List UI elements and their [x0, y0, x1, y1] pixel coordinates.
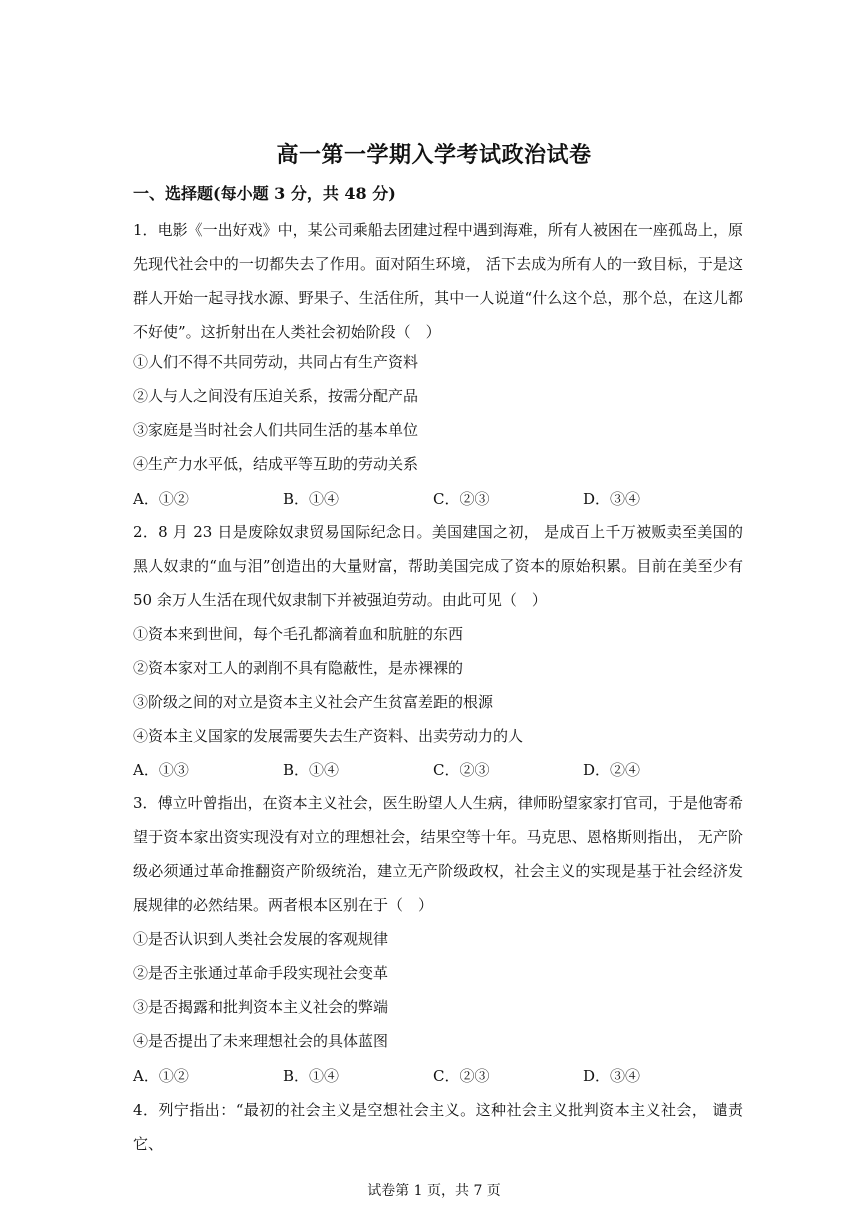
question-2-option-3: ③阶级之间的对立是资本主义社会产生贫富差距的根源 — [133, 693, 494, 711]
question-2-option-4: ④资本主义国家的发展需要失去生产资料、出卖劳动力的人 — [133, 727, 524, 745]
page-title: 高一第一学期入学考试政治试卷 — [276, 142, 592, 168]
question-1-option-3: ③家庭是当时社会人们共同生活的基本单位 — [133, 421, 419, 439]
choice-c: C．②③ — [433, 761, 490, 779]
choice-d: D．③④ — [583, 1067, 641, 1085]
choice-b: B．①④ — [283, 1067, 340, 1085]
question-1-stem: 1．电影《一出好戏》中，某公司乘船去团建过程中遇到海难，所有人被困在一座孤岛上，原先现代社会中的一切都失去了作用。面对陌生环境， 活下去成为所有人的一致目标，于是这群人开始一起寻找水源、野果子、生活住所，其中一人说道“什么这个总，那个总，在这儿都不好使”。这折射出在人类社会初始阶段（ ） — [133, 221, 743, 341]
choice-c: C．②③ — [433, 490, 490, 508]
choice-b: B．①④ — [283, 761, 340, 779]
question-3-option-4: ④是否提出了未来理想社会的具体蓝图 — [133, 1032, 389, 1050]
question-2-option-2: ②资本家对工人的剥削不具有隐蔽性，是赤裸裸的 — [133, 659, 464, 677]
choice-c: C．②③ — [433, 1067, 490, 1085]
question-1-option-2: ②人与人之间没有压迫关系，按需分配产品 — [133, 387, 419, 405]
question-3-option-1: ①是否认识到人类社会发展的客观规律 — [133, 930, 389, 948]
choice-b: B．①④ — [283, 490, 340, 508]
question-1-option-1: ①人们不得不共同劳动，共同占有生产资料 — [133, 353, 419, 371]
section-heading: 一、选择题(每小题 3 分，共 48 分) — [133, 184, 396, 203]
page-footer: 试卷第 1 页，共 7 页 — [367, 1183, 501, 1199]
choice-d: D．③④ — [583, 490, 641, 508]
choice-a: A．①③ — [133, 761, 189, 779]
question-3-option-2: ②是否主张通过革命手段实现社会变革 — [133, 964, 389, 982]
question-3-option-3: ③是否揭露和批判资本主义社会的弊端 — [133, 998, 389, 1016]
choice-d: D．②④ — [583, 761, 641, 779]
question-2-option-1: ①资本来到世间，每个毛孔都滴着血和肮脏的东西 — [133, 625, 464, 643]
question-2-stem: 2．8 月 23 日是废除奴隶贸易国际纪念日。美国建国之初， 是成百上千万被贩卖至美国的黑人奴隶的“血与泪”创造出的大量财富，帮助美国完成了资本的原始积累。目前在美至少有 50 余万人生活在现代奴隶制下并被强迫劳动。由此可见（ ） — [133, 523, 743, 609]
choice-a: A．①② — [133, 1067, 189, 1085]
question-3-stem: 3．傅立叶曾指出，在资本主义社会，医生盼望人人生病，律师盼望家家打官司，于是他寄希望于资本家出资实现没有对立的理想社会，结果空等十年。马克思、恩格斯则指出， 无产阶级必须通过革命推翻资产阶级统治，建立无产阶级政权，社会主义的实现是基于社会经济发展规律的必然结果。两者根本区别在于（ ） — [133, 794, 743, 914]
choice-a: A．①② — [133, 490, 189, 508]
question-1-option-4: ④生产力水平低，结成平等互助的劳动关系 — [133, 455, 419, 473]
question-4-stem: 4．列宁指出：“最初的社会主义是空想社会主义。这种社会主义批判资本主义社会， 谴责它、 — [133, 1101, 743, 1153]
